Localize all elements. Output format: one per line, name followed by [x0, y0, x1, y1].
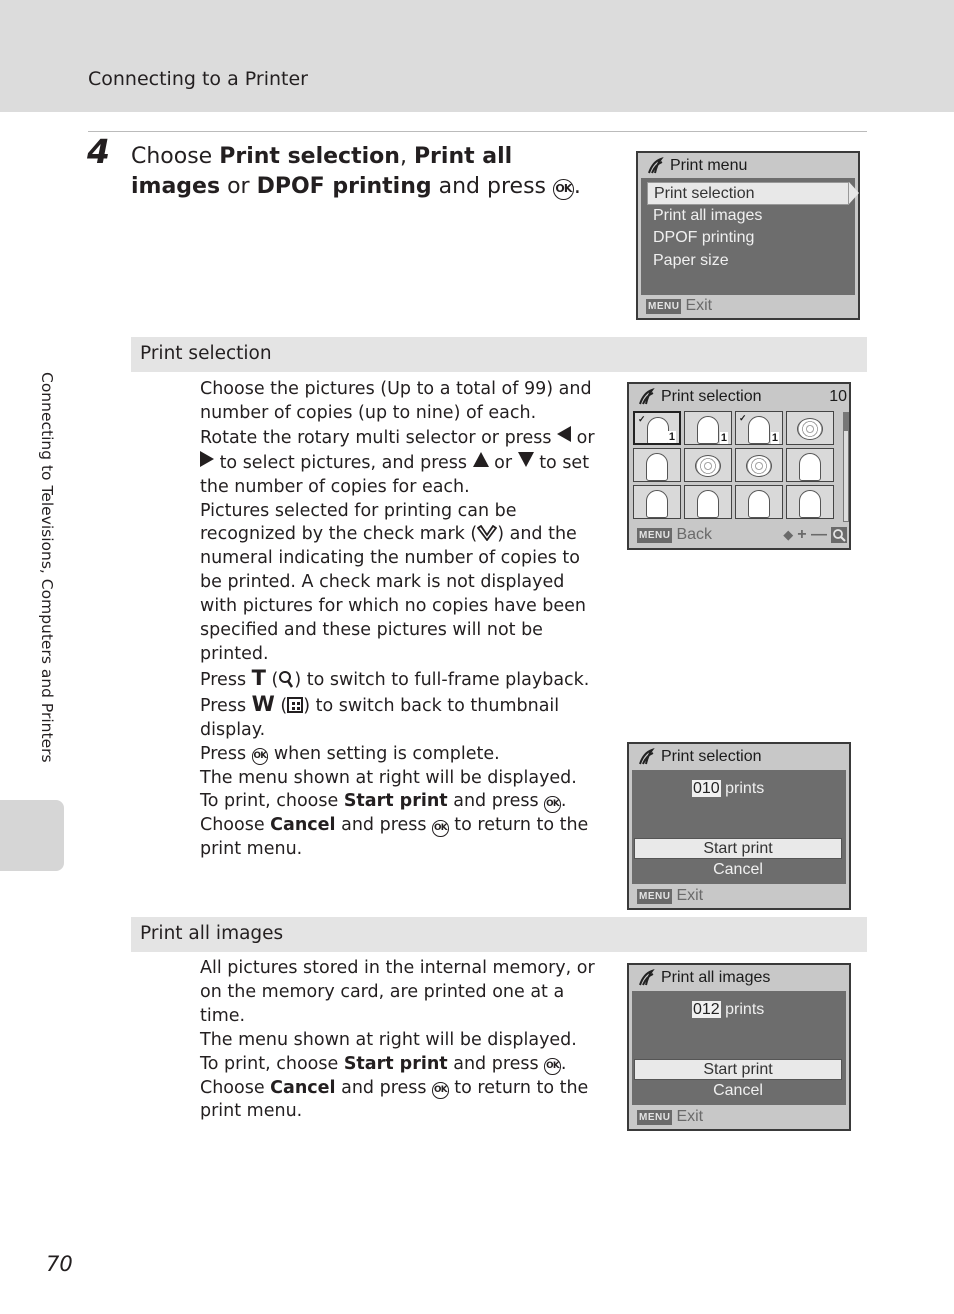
text: .: [560, 1053, 567, 1074]
text: and press: [447, 791, 545, 812]
cancel-button[interactable]: Cancel: [713, 861, 763, 878]
top-rule: [88, 131, 867, 132]
paragraph: [200, 1053, 605, 1077]
paragraph: [200, 1077, 605, 1125]
selection-count: 10: [829, 388, 847, 405]
ok-button-icon: OK: [432, 1082, 449, 1099]
text: ) and the numeral indicating the number of copies to be printed. A check mark is not displayed with pictures for which no copies have been specified and these pictures will not be printed.: [200, 524, 586, 664]
paragraph: [200, 426, 605, 500]
side-chapter-label: Connecting to Televisions, Computers and Printers: [38, 372, 56, 763]
thumbnail[interactable]: [633, 448, 681, 482]
zoom-magnifier-icon: [278, 670, 294, 688]
menu-item-dpof-printing[interactable]: DPOF printing: [653, 229, 755, 246]
text: ,: [399, 144, 414, 169]
start-print-button[interactable]: Start print: [634, 1059, 842, 1080]
copies-plus-minus: + —: [797, 526, 827, 543]
paragraph: Choose the pictures (Up to a total of 99) and number of copies (up to nine) of each.: [200, 379, 592, 423]
text: or: [488, 452, 518, 473]
footer-back: Back: [676, 526, 713, 543]
text: or: [220, 174, 257, 199]
person-picture: [748, 490, 770, 518]
paragraph: [200, 693, 605, 743]
text: .: [560, 791, 567, 812]
quantity-label: prints: [720, 1001, 765, 1018]
screen-header: [637, 969, 770, 987]
pictbridge-icon: [637, 748, 655, 766]
text: Choose: [200, 1077, 271, 1098]
quantity-value: 010: [693, 780, 720, 797]
pictbridge-icon: [637, 969, 655, 987]
text: ) to switch back to thumbnail display.: [200, 695, 560, 740]
check-mark-icon: [477, 525, 497, 541]
text: Press: [200, 743, 252, 764]
footer-exit: Exit: [676, 1108, 704, 1125]
check-mark-icon: ✓: [638, 414, 646, 424]
person-picture: [646, 490, 668, 518]
screen-footer: [637, 1108, 703, 1126]
pictbridge-icon: [637, 388, 655, 406]
paragraph: The menu shown at right will be displayed.: [200, 767, 577, 788]
text: and press: [335, 1077, 433, 1098]
print-selection-confirm-screen: [627, 742, 851, 910]
footer-exit: Exit: [676, 887, 704, 904]
side-chapter-tab: [0, 800, 64, 871]
paragraph: [200, 500, 605, 667]
menu-button-icon: MENU: [639, 1111, 671, 1123]
screen-title: Print selection: [661, 748, 762, 765]
text: (: [265, 669, 279, 690]
text: Press: [200, 669, 252, 690]
text: to select pictures, and press: [214, 452, 473, 473]
thumbnail-grid: [633, 411, 841, 519]
thumbnail[interactable]: [735, 485, 783, 519]
screen-footer: [637, 887, 703, 905]
footer-exit: Exit: [685, 297, 713, 314]
text: ) to switch to full-frame playback.: [294, 669, 590, 690]
text: Press: [200, 695, 252, 716]
person-picture: [799, 453, 821, 481]
thumbnail[interactable]: [684, 411, 732, 445]
scrollbar[interactable]: [843, 412, 849, 522]
person-picture: [799, 490, 821, 518]
text: Rotate the rotary multi selector or press: [200, 427, 558, 448]
person-picture: [697, 416, 719, 444]
screen-header: [646, 157, 747, 175]
section-title-print-all-images: Print all images: [131, 917, 867, 952]
thumbnail[interactable]: [786, 485, 834, 519]
copies-count: 1: [668, 431, 675, 443]
text: To print, choose: [200, 791, 344, 812]
paragraph: [200, 667, 605, 693]
screen-header: [637, 388, 847, 406]
check-mark-icon: ✓: [739, 413, 747, 423]
print-quantity: [692, 1001, 764, 1019]
zoom-icon: [831, 527, 847, 543]
thumbnail[interactable]: [633, 485, 681, 519]
text: and press: [447, 1053, 545, 1074]
term-dpof-printing: DPOF printing: [256, 174, 432, 199]
person-picture: [646, 453, 668, 481]
menu-item-print-all-images[interactable]: Print all images: [653, 206, 763, 224]
step-number: 4: [87, 132, 110, 171]
header-title: Connecting to a Printer: [88, 68, 308, 90]
screen-footer: [646, 297, 712, 315]
text: To print, choose: [200, 1053, 344, 1074]
ok-button-icon: OK: [553, 179, 574, 200]
flower-picture: [695, 455, 721, 477]
quantity-label: prints: [720, 780, 765, 797]
print-selection-description: [200, 378, 605, 862]
thumbnail[interactable]: [735, 411, 783, 445]
zoom-t-button-label: T: [251, 665, 266, 690]
print-all-description: [200, 957, 605, 1124]
right-arrow-icon: [200, 451, 214, 467]
cancel-button[interactable]: Cancel: [713, 1082, 763, 1099]
ok-button-icon: OK: [432, 820, 449, 837]
ok-button-icon: OK: [252, 748, 269, 765]
ok-button-icon: OK: [544, 796, 561, 813]
screen-title: Print menu: [670, 157, 748, 174]
text: Pictures selected for printing can be recognized by the check mark (: [200, 500, 517, 545]
up-arrow-icon: [473, 452, 489, 467]
print-all-confirm-screen: [627, 963, 851, 1131]
text: Choose: [131, 144, 220, 169]
thumbnail[interactable]: [786, 411, 834, 445]
screen-title: Print all images: [661, 969, 771, 986]
thumbnail-grid-icon: [287, 697, 303, 713]
text: when setting is complete.: [268, 743, 500, 764]
ok-button-icon: OK: [544, 1058, 561, 1075]
screen-header: [637, 748, 762, 766]
page-number: 70: [46, 1252, 73, 1276]
flower-picture: [797, 418, 823, 440]
term-print-selection: Print selection: [219, 144, 400, 169]
confirm-panel: [632, 770, 846, 884]
menu-item-print-selection[interactable]: Print selection: [647, 182, 849, 205]
text: .: [573, 174, 581, 199]
menu-button-icon: MENU: [639, 529, 671, 541]
copies-count: 1: [771, 432, 778, 444]
page-header: [0, 0, 954, 112]
quantity-value: 012: [693, 1001, 720, 1018]
print-menu-screen: [636, 151, 860, 320]
term-cancel: Cancel: [270, 1077, 336, 1098]
zoom-w-button-label: W: [251, 691, 275, 716]
term-cancel: Cancel: [270, 815, 336, 836]
thumbnail[interactable]: [633, 411, 681, 445]
person-picture: [697, 490, 719, 518]
paragraph: [200, 790, 605, 814]
thumbnail[interactable]: [684, 485, 732, 519]
menu-panel: [641, 178, 855, 295]
person-picture: [647, 417, 669, 445]
flower-picture: [746, 455, 772, 477]
menu-item-paper-size[interactable]: Paper size: [653, 251, 729, 269]
term-start-print: Start print: [343, 1053, 448, 1074]
left-arrow-icon: [557, 426, 571, 442]
term-start-print: Start print: [343, 791, 448, 812]
updown-icon: ◆: [783, 527, 794, 542]
term-print-all-images: Print all images: [131, 144, 513, 199]
text: to return to the print menu.: [200, 1077, 589, 1122]
paragraph: The menu shown at right will be displayed.: [200, 1029, 577, 1050]
confirm-panel: [632, 991, 846, 1105]
print-quantity: [692, 780, 764, 798]
text: and press: [335, 815, 433, 836]
paragraph: [200, 814, 605, 862]
paragraph: [200, 743, 605, 767]
screen-title: Print selection: [661, 388, 762, 405]
thumbnail[interactable]: [684, 448, 732, 482]
step-instruction: [131, 142, 601, 202]
section-title-print-selection: Print selection: [131, 337, 867, 372]
menu-button-icon: MENU: [648, 300, 680, 312]
text: or: [571, 427, 595, 448]
screen-footer: [637, 526, 847, 544]
text: to return to the print menu.: [200, 815, 589, 860]
text: and press: [431, 174, 553, 199]
thumbnail[interactable]: [735, 448, 783, 482]
down-arrow-icon: [518, 452, 534, 467]
paragraph: All pictures stored in the internal memory, or on the memory card, are printed one at a time.: [200, 958, 595, 1026]
person-picture: [748, 416, 770, 444]
print-selection-screen: [627, 382, 851, 550]
start-print-button[interactable]: Start print: [634, 838, 842, 859]
text: (: [274, 695, 288, 716]
text: Choose: [200, 815, 271, 836]
pictbridge-icon: [646, 157, 664, 175]
text: to set the number of copies for each.: [200, 452, 590, 497]
copies-count: 1: [720, 432, 727, 444]
thumbnail[interactable]: [786, 448, 834, 482]
menu-button-icon: MENU: [639, 890, 671, 902]
